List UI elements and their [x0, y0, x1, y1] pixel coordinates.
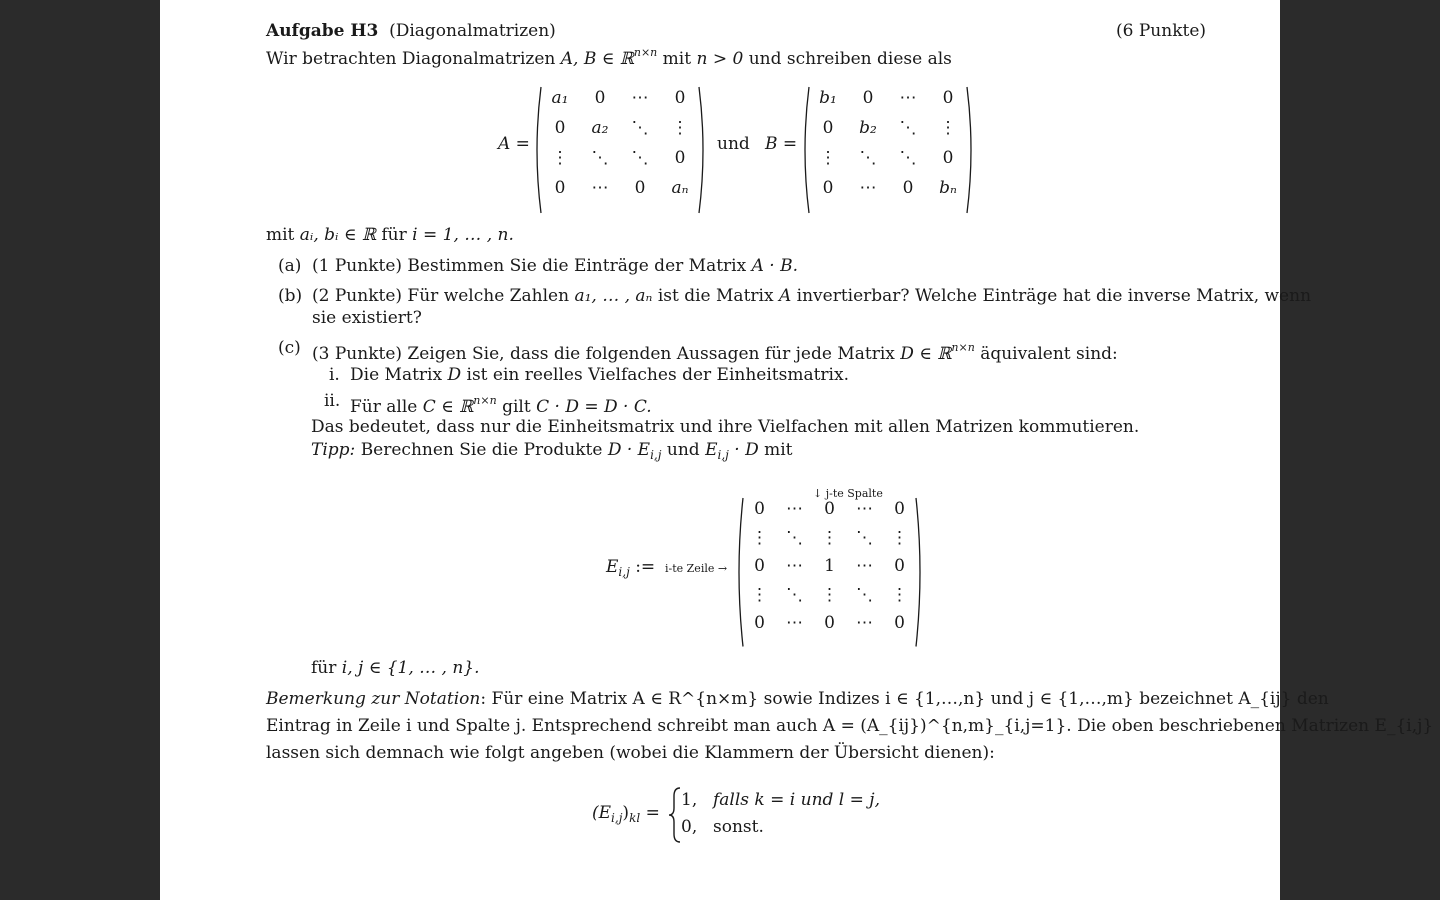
matrix-e-cell: ⋱ [786, 527, 803, 548]
matrix-e-cell: 1 [824, 556, 835, 576]
tipp-math2: E [705, 440, 718, 460]
matrix-b-cell: 0 [822, 118, 834, 138]
part-c-text2: äquivalent sind: [980, 344, 1118, 364]
notation-text1: : Für eine Matrix A ∈ R^{n×m} sowie Indizes i ∈ {1,…,n} und j ∈ {1,…,m} bezeichnet A_{ij} den [480, 689, 1329, 709]
matrix-e-cell: ⋮ [821, 527, 838, 548]
case2-condition: sonst. [713, 817, 764, 837]
matrix-e-cell: 0 [894, 499, 905, 519]
matrix-e-cell: ⋯ [786, 556, 803, 576]
tipp-sub1: i,j [650, 448, 662, 462]
matrix-b-cell: ⋱ [859, 148, 877, 168]
matrix-a-cell: ⋮ [671, 118, 689, 138]
intro-text-pre: Wir betrachten Diagonalmatrizen [266, 49, 556, 69]
mit-mid: für [381, 225, 407, 245]
intro-line [266, 42, 952, 70]
subitem-ii-math2: C · D = D · C. [536, 397, 652, 417]
fuer-pre: für [311, 658, 337, 678]
matrix-b-cell: ⋯ [899, 88, 917, 108]
cases-lhs: $(E_{i,j})_{kl}$ = [592, 803, 660, 825]
matrix-e-cell: ⋯ [786, 613, 803, 633]
part-a-math: A · B. [751, 256, 798, 276]
subitem-ii-sup: n×n [473, 394, 497, 407]
matrix-e-cell: 0 [754, 613, 765, 633]
matrix-a-cell: ⋱ [631, 118, 649, 138]
part-b-line2: sie existiert? [312, 308, 422, 328]
mit-math: aᵢ, bᵢ ∈ ℝ [299, 225, 376, 245]
matrix-e-cell: ⋯ [856, 499, 873, 519]
matrix-b-cell: b₁ [819, 88, 837, 108]
cases-brace [668, 786, 682, 844]
matrix-a-cell: ⋯ [591, 178, 609, 198]
matrix-e-cell: ⋮ [821, 584, 838, 605]
matrix-a-cell: ⋮ [551, 148, 569, 168]
subitem-i-text2: ist ein reelles Vielfaches der Einheitsmatrix. [466, 365, 849, 385]
matrix-e-cell: ⋱ [786, 584, 803, 605]
matrix-e-cell: ⋯ [856, 556, 873, 576]
case2-value: 0, [681, 817, 698, 837]
notation-line2: Eintrag in Zeile i und Spalte j. Entsprechend schreibt man auch A = (A_{ij})^{n,m}_{i,j=1}. Die oben beschriebenen Matrizen E_{i,j} [266, 716, 1434, 736]
matrix-a-lhs: A = [498, 134, 530, 154]
matrix-e-lhs-sub: i,j [618, 565, 630, 579]
row-label: i-te Zeile → [665, 562, 728, 575]
matrix-e-cell: ⋮ [751, 527, 768, 548]
intro-sup: n×n [633, 46, 658, 59]
part-c-text [312, 337, 1118, 365]
matrix-e-cell: ⋯ [786, 499, 803, 519]
matrix-e-lhs [606, 556, 655, 583]
task-points: (6 Punkte) [1116, 21, 1207, 41]
fuer-math: i, j ∈ {1, … , n}. [341, 658, 480, 678]
und-label: und [717, 134, 750, 154]
matrix-b-cell: ⋱ [899, 118, 917, 138]
matrix-a-cell: a₂ [591, 118, 609, 138]
matrix-b-cell: 0 [942, 148, 954, 168]
mit-line [266, 224, 514, 246]
document-page [160, 0, 1434, 900]
tipp-text2: und [666, 440, 700, 460]
subitem-ii-math: C ∈ ℝ [422, 397, 474, 417]
notation-line3: lassen sich demnach wie folgt angeben (wobei die Klammern der Übersicht dienen): [266, 743, 995, 763]
matrix-a-cell: 0 [674, 148, 686, 168]
case1-condition: falls k = i und l = j, [713, 790, 880, 810]
part-b-text2: ist die Matrix [657, 286, 774, 306]
matrix-b-cell: 0 [902, 178, 914, 198]
matrix-a-cell: 0 [554, 118, 566, 138]
tipp-math2b: · D [734, 440, 759, 460]
part-a-text [312, 255, 798, 277]
column-label: ↓ j-te Spalte [813, 487, 883, 500]
part-b-math: a₁, … , aₙ [574, 286, 653, 306]
matrix-b-cell: 0 [942, 88, 954, 108]
cases-lhs-symbol: (E [592, 803, 612, 823]
mit-pre: mit [266, 225, 295, 245]
mit-math2: i = 1, … , n. [412, 225, 514, 245]
matrix-b-cell: 0 [822, 178, 834, 198]
intro-math-n: n > 0 [696, 49, 744, 69]
tipp-text1: Berechnen Sie die Produkte [360, 440, 603, 460]
part-c-label: (c) [278, 338, 301, 358]
matrix-b [800, 86, 964, 204]
matrix-e-cell: 0 [754, 556, 765, 576]
task-heading [266, 20, 556, 42]
intro-math-ab: A, B ∈ ℝ [560, 49, 634, 69]
cases-eq: = [645, 803, 660, 823]
intro-text-post: und schreiben diese als [748, 49, 952, 69]
subitem-ii-text1: Für alle [350, 397, 418, 417]
matrix-e-cell: ⋮ [751, 584, 768, 605]
part-c-text1: (3 Punkte) Zeigen Sie, dass die folgenden Aussagen für jede Matrix [312, 344, 895, 364]
matrix-e-lhs-symbol: E [606, 557, 619, 577]
matrix-a-cell: 0 [554, 178, 566, 198]
part-a-body: (1 Punkte) Bestimmen Sie die Einträge der Matrix [312, 256, 747, 276]
matrix-e-cell: 0 [824, 499, 835, 519]
matrix-e-cell: 0 [894, 613, 905, 633]
subitem-i-text [350, 364, 849, 386]
part-c-sup: n×n [951, 341, 975, 354]
subitem-ii-label: ii. [324, 391, 341, 411]
matrix-b-cell: ⋮ [819, 148, 837, 168]
matrix-e-cell: ⋮ [891, 584, 908, 605]
notation-line1 [266, 688, 1329, 710]
tipp-line [311, 439, 793, 466]
matrix-b-cell: bₙ [939, 178, 957, 198]
part-b-text [312, 285, 1311, 307]
matrix-e-cell: ⋱ [856, 527, 873, 548]
matrix-a-cell: ⋱ [591, 148, 609, 168]
commute-remark: Das bedeutet, dass nur die Einheitsmatrix und ihre Vielfachen mit allen Matrizen kommutieren. [311, 417, 1140, 437]
part-b-math2: A [778, 286, 792, 306]
case1-value: 1, [681, 790, 698, 810]
matrix-e-cell: ⋱ [856, 584, 873, 605]
subitem-ii-text2: gilt [502, 397, 531, 417]
matrix-e-cell: 0 [754, 499, 765, 519]
subitem-ii-text [350, 390, 652, 418]
matrix-e-def-op: := [635, 557, 656, 577]
tipp-label: Tipp: [311, 440, 356, 460]
matrix-e-cell: ⋮ [891, 527, 908, 548]
task-label: Aufgabe H3 [266, 21, 379, 41]
matrix-b-cell: ⋱ [899, 148, 917, 168]
matrix-b-cell: b₂ [859, 118, 877, 138]
matrix-a-cell: 0 [674, 88, 686, 108]
matrix-a-cell: 0 [594, 88, 606, 108]
matrix-e-cell: 0 [824, 613, 835, 633]
subitem-i-math: D [447, 365, 462, 385]
matrix-b-cell: ⋮ [939, 118, 957, 138]
notation-label: Bemerkung zur Notation [266, 689, 481, 709]
intro-text-mid: mit [662, 49, 692, 69]
subitem-i-text1: Die Matrix [350, 365, 443, 385]
matrix-a-cell: aₙ [671, 178, 689, 198]
subitem-i-label: i. [329, 365, 340, 385]
matrix-e-cell: ⋯ [856, 613, 873, 633]
matrix-e-cell: 0 [894, 556, 905, 576]
part-b-label: (b) [278, 286, 303, 306]
matrix-e [734, 497, 908, 635]
cases-lhs-sub: i,j [611, 811, 623, 825]
fuer-line [311, 657, 480, 679]
part-b-text3: invertierbar? Welche Einträge hat die inverse Matrix, wenn [796, 286, 1312, 306]
tipp-text3: mit [764, 440, 793, 460]
matrix-b-lhs: B = [765, 134, 798, 154]
cases-lhs-sub2: kl [629, 811, 641, 825]
task-title: (Diagonalmatrizen) [389, 21, 556, 41]
matrix-a-cell: ⋯ [631, 88, 649, 108]
matrix-a-cell: ⋱ [631, 148, 649, 168]
part-b-text1: (2 Punkte) Für welche Zahlen [312, 286, 570, 306]
matrix-a-cell: a₁ [551, 88, 569, 108]
matrix-b-cell: 0 [862, 88, 874, 108]
part-a-label: (a) [278, 256, 302, 276]
matrix-a-cell: 0 [634, 178, 646, 198]
tipp-math1: D · E [607, 440, 651, 460]
matrix-b-cell: ⋯ [859, 178, 877, 198]
matrix-a [532, 86, 696, 204]
tipp-sub2: i,j [717, 448, 729, 462]
part-c-math: D ∈ ℝ [900, 344, 952, 364]
